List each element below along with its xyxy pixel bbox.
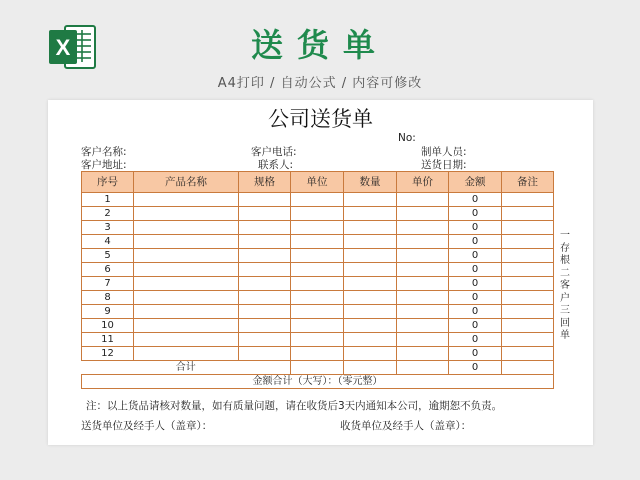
table-cell xyxy=(397,277,449,291)
receiver-signature-label: 收货单位及经手人（盖章）： xyxy=(340,420,472,432)
table-cell xyxy=(134,291,239,305)
table-cell xyxy=(291,249,344,263)
customer-name-label: 客户名称: xyxy=(81,146,127,158)
table-cell xyxy=(291,333,344,347)
table-cell xyxy=(502,305,554,319)
row-amount: 0 xyxy=(449,207,502,221)
table-cell xyxy=(291,291,344,305)
row-number: 4 xyxy=(82,235,134,249)
table-cell xyxy=(134,193,239,207)
table-cell xyxy=(291,277,344,291)
table-cell xyxy=(239,193,291,207)
table-row xyxy=(82,319,554,333)
table-cell xyxy=(397,221,449,235)
svg-text:X: X xyxy=(55,35,71,60)
col-header: 数量 xyxy=(344,172,397,193)
row-amount: 0 xyxy=(449,249,502,263)
amount-words-row xyxy=(82,375,554,389)
copy-distribution-note: 一 存 根 二 客 户 三 回 单 xyxy=(560,230,570,341)
row-number: 5 xyxy=(82,249,134,263)
row-number: 6 xyxy=(82,263,134,277)
sender-signature-label: 送货单位及经手人（盖章）： xyxy=(81,420,213,432)
maker-label: 制单人员: xyxy=(421,146,467,158)
table-cell xyxy=(502,193,554,207)
table-cell xyxy=(344,305,397,319)
table-cell xyxy=(239,319,291,333)
customer-phone-label: 客户电话: xyxy=(251,146,297,158)
table-cell xyxy=(134,221,239,235)
table-cell xyxy=(502,333,554,347)
table-cell xyxy=(134,263,239,277)
table-cell xyxy=(239,249,291,263)
table-cell xyxy=(397,249,449,263)
table-cell xyxy=(291,347,344,361)
table-cell xyxy=(397,319,449,333)
col-header: 备注 xyxy=(502,172,554,193)
table-cell xyxy=(291,221,344,235)
row-number: 1 xyxy=(82,193,134,207)
no-label: No: xyxy=(398,132,416,144)
row-amount: 0 xyxy=(449,193,502,207)
delivery-date-label: 送货日期: xyxy=(421,159,467,171)
table-cell xyxy=(397,263,449,277)
row-amount: 0 xyxy=(449,263,502,277)
table-row xyxy=(82,291,554,305)
col-header: 产品名称 xyxy=(134,172,239,193)
col-header: 序号 xyxy=(82,172,134,193)
row-amount: 0 xyxy=(449,319,502,333)
row-amount: 0 xyxy=(449,333,502,347)
table-cell xyxy=(502,221,554,235)
contact-label: 联系人: xyxy=(258,159,294,171)
row-amount: 0 xyxy=(449,291,502,305)
table-cell xyxy=(502,319,554,333)
row-amount: 0 xyxy=(449,221,502,235)
banner-title: 送货单 xyxy=(250,26,389,64)
table-cell xyxy=(397,305,449,319)
table-cell xyxy=(291,235,344,249)
table-cell xyxy=(344,207,397,221)
total-amount: 0 xyxy=(449,361,502,375)
document-title: 公司送货单 xyxy=(268,107,373,131)
row-number: 8 xyxy=(82,291,134,305)
table-cell xyxy=(291,319,344,333)
table-row xyxy=(82,347,554,361)
table-cell xyxy=(502,263,554,277)
table-row xyxy=(82,207,554,221)
table-cell xyxy=(291,305,344,319)
table-cell xyxy=(344,221,397,235)
table-cell xyxy=(134,207,239,221)
table-row xyxy=(82,193,554,207)
table-cell xyxy=(134,347,239,361)
row-amount: 0 xyxy=(449,305,502,319)
table-cell xyxy=(239,263,291,277)
table-cell xyxy=(502,291,554,305)
goods-table xyxy=(81,171,554,389)
table-cell xyxy=(502,277,554,291)
table-row xyxy=(82,263,554,277)
table-cell xyxy=(134,235,239,249)
customer-address-label: 客户地址: xyxy=(81,159,127,171)
table-cell xyxy=(344,263,397,277)
table-cell xyxy=(239,221,291,235)
terms-note: 注：以上货品请核对数量，如有质量问题，请在收货后3天内通知本公司，逾期恕不负责。 xyxy=(86,400,503,412)
total-label: 合计 xyxy=(82,361,291,375)
table-cell xyxy=(134,333,239,347)
table-cell xyxy=(134,249,239,263)
table-cell xyxy=(344,319,397,333)
table-header-row xyxy=(82,172,554,193)
table-row xyxy=(82,305,554,319)
col-header: 金额 xyxy=(449,172,502,193)
table-cell xyxy=(239,291,291,305)
table-cell xyxy=(239,277,291,291)
total-row xyxy=(82,361,554,375)
table-cell xyxy=(344,347,397,361)
col-header: 规格 xyxy=(239,172,291,193)
row-amount: 0 xyxy=(449,277,502,291)
table-cell xyxy=(502,249,554,263)
table-cell xyxy=(134,305,239,319)
table-cell xyxy=(502,235,554,249)
table-cell xyxy=(502,347,554,361)
row-number: 2 xyxy=(82,207,134,221)
table-row xyxy=(82,221,554,235)
table-cell xyxy=(397,347,449,361)
row-number: 7 xyxy=(82,277,134,291)
table-cell xyxy=(239,347,291,361)
table-cell xyxy=(397,291,449,305)
table-cell xyxy=(344,235,397,249)
table-row xyxy=(82,333,554,347)
col-header: 单价 xyxy=(397,172,449,193)
table-cell xyxy=(397,207,449,221)
table-cell xyxy=(344,291,397,305)
row-amount: 0 xyxy=(449,235,502,249)
table-cell xyxy=(291,207,344,221)
table-row xyxy=(82,235,554,249)
table-row xyxy=(82,277,554,291)
row-number: 12 xyxy=(82,347,134,361)
row-number: 11 xyxy=(82,333,134,347)
table-cell xyxy=(344,333,397,347)
col-header: 单位 xyxy=(291,172,344,193)
table-cell xyxy=(239,235,291,249)
table-cell xyxy=(239,207,291,221)
amount-in-words: 金额合计（大写）：（零元整） xyxy=(82,375,554,389)
table-cell xyxy=(502,207,554,221)
table-cell xyxy=(134,277,239,291)
row-number: 9 xyxy=(82,305,134,319)
banner-subtitle: A4打印 / 自动公式 / 内容可修改 xyxy=(217,76,423,91)
row-number: 10 xyxy=(82,319,134,333)
table-cell xyxy=(344,193,397,207)
table-cell xyxy=(397,193,449,207)
table-cell xyxy=(344,277,397,291)
table-cell xyxy=(134,319,239,333)
table-cell xyxy=(397,235,449,249)
table-cell xyxy=(239,333,291,347)
table-cell xyxy=(291,263,344,277)
table-row xyxy=(82,249,554,263)
row-amount: 0 xyxy=(449,347,502,361)
table-cell xyxy=(397,333,449,347)
row-number: 3 xyxy=(82,221,134,235)
table-cell xyxy=(344,249,397,263)
table-cell xyxy=(239,305,291,319)
table-cell xyxy=(291,193,344,207)
delivery-sheet xyxy=(48,100,593,445)
